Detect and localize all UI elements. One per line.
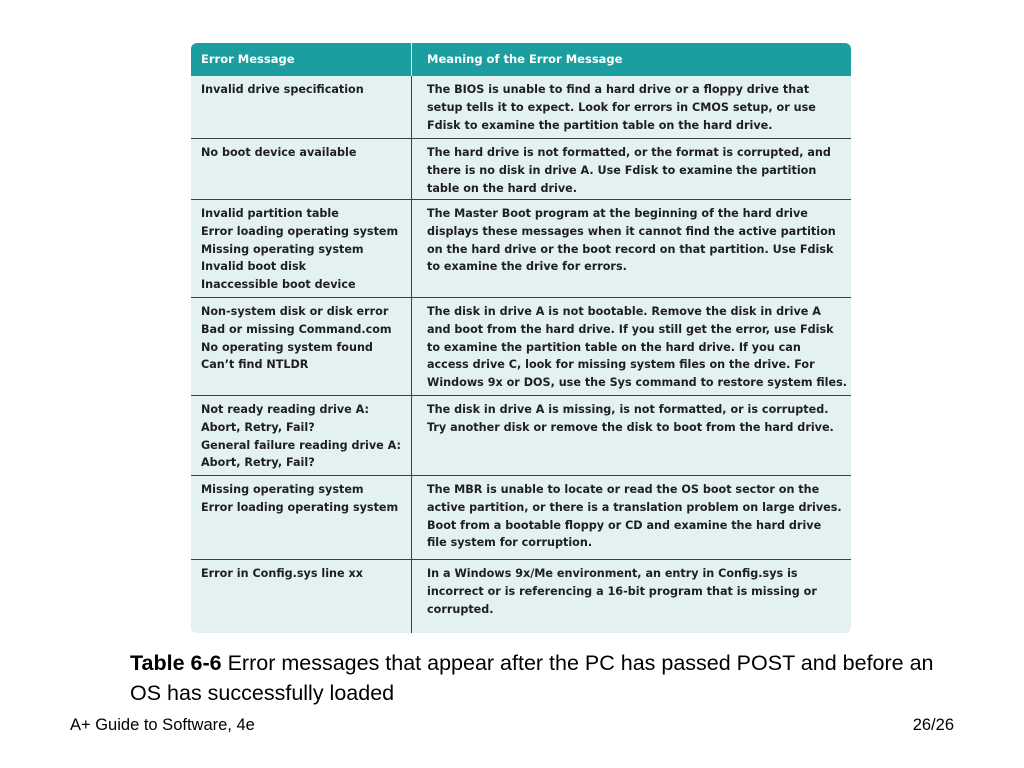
meaning-line: The MBR is unable to locate or read the OS boot sector on the xyxy=(427,483,820,496)
error-message-line: Bad or missing Command.com xyxy=(201,322,392,336)
error-message-line: Abort, Retry, Fail? xyxy=(201,420,315,434)
table-caption xyxy=(130,648,950,708)
table-body xyxy=(191,76,851,633)
meaning-cell xyxy=(412,298,851,395)
caption-text: Error messages that appear after the PC has passed POST and before an OS has successfully loaded xyxy=(130,651,934,705)
meaning-line: on the hard drive or the boot record on that partition. Use Fdisk xyxy=(427,242,834,256)
meaning-line: The disk in drive A is not bootable. Remove the disk in drive A xyxy=(427,305,821,318)
column-header-error-message: Error Message xyxy=(191,43,412,76)
error-message-line: Error in Config.sys line xx xyxy=(201,567,363,580)
table-header-row xyxy=(191,43,851,76)
meaning-line: Try another disk or remove the disk to boot from the hard drive. xyxy=(427,420,834,434)
error-message-line: Abort, Retry, Fail? xyxy=(201,456,315,470)
error-message-line: Missing operating system xyxy=(201,483,364,496)
meaning-cell xyxy=(412,139,851,199)
meaning-line: to examine the drive for errors. xyxy=(427,260,627,274)
meaning-cell xyxy=(412,396,851,475)
meaning-cell xyxy=(412,560,851,633)
meaning-line: Windows 9x or DOS, use the Sys command to restore system files. xyxy=(427,376,848,390)
table-row xyxy=(191,298,851,396)
table-row xyxy=(191,476,851,560)
meaning-line: file system for corruption. xyxy=(427,536,593,550)
error-message-cell xyxy=(191,476,412,559)
meaning-line: Boot from a bootable floppy or CD and examine the hard drive xyxy=(427,518,822,532)
error-message-line: Inaccessible boot device xyxy=(201,278,356,292)
table-row xyxy=(191,560,851,633)
error-message-line: No operating system found xyxy=(201,340,373,354)
table-row xyxy=(191,76,851,139)
error-message-cell xyxy=(191,76,412,138)
meaning-line: displays these messages when it cannot find the active partition xyxy=(427,224,836,238)
error-message-line: General failure reading drive A: xyxy=(201,438,402,452)
error-message-cell xyxy=(191,560,412,633)
meaning-cell xyxy=(412,200,851,297)
meaning-line: active partition, or there is a translation problem on large drives. xyxy=(427,500,842,514)
error-message-cell xyxy=(191,200,412,297)
meaning-line: there is no disk in drive A. Use Fdisk to examine the partition xyxy=(427,163,817,177)
meaning-line: incorrect or is referencing a 16-bit program that is missing or xyxy=(427,584,817,598)
meaning-line: setup tells it to expect. Look for errors in CMOS setup, or use xyxy=(427,100,816,114)
meaning-line: The BIOS is unable to find a hard drive or a floppy drive that xyxy=(427,83,810,96)
error-message-table xyxy=(191,43,851,633)
error-message-line: Error loading operating system xyxy=(201,500,399,514)
error-message-cell xyxy=(191,298,412,395)
footer-course-title: A+ Guide to Software, 4e xyxy=(70,716,255,734)
meaning-cell xyxy=(412,476,851,559)
meaning-line: Fdisk to examine the partition table on the hard drive. xyxy=(427,118,773,132)
meaning-line: The hard drive is not formatted, or the format is corrupted, and xyxy=(427,146,831,159)
table-row xyxy=(191,200,851,298)
meaning-line: to examine the partition table on the hard drive. If you can xyxy=(427,340,801,354)
meaning-line: corrupted. xyxy=(427,602,494,616)
error-message-line: Not ready reading drive A: xyxy=(201,403,369,416)
meaning-line: access drive C, look for missing system files on the drive. For xyxy=(427,358,815,372)
error-message-line: Non-system disk or disk error xyxy=(201,305,389,318)
table-row xyxy=(191,396,851,476)
error-message-cell xyxy=(191,396,412,475)
error-message-line: Invalid boot disk xyxy=(201,260,307,274)
caption-label: Table 6-6 xyxy=(130,651,222,675)
table-row xyxy=(191,139,851,200)
error-message-line: Error loading operating system xyxy=(201,224,399,238)
error-message-cell xyxy=(191,139,412,199)
meaning-line: In a Windows 9x/Me environment, an entry in Config.sys is xyxy=(427,567,798,580)
meaning-line: and boot from the hard drive. If you still get the error, use Fdisk xyxy=(427,322,834,336)
footer-page-number: 26/26 xyxy=(912,716,954,734)
column-header-meaning: Meaning of the Error Message xyxy=(427,52,623,66)
error-message-line: Can’t find NTLDR xyxy=(201,358,309,372)
error-message-line: Invalid partition table xyxy=(201,207,339,220)
meaning-line: The disk in drive A is missing, is not formatted, or is corrupted. xyxy=(427,403,829,416)
error-message-line: Invalid drive specification xyxy=(201,83,364,96)
error-message-line: No boot device available xyxy=(201,146,357,159)
meaning-line: The Master Boot program at the beginning of the hard drive xyxy=(427,207,808,220)
meaning-cell xyxy=(412,76,851,138)
meaning-line: table on the hard drive. xyxy=(427,181,577,195)
error-message-line: Missing operating system xyxy=(201,242,364,256)
